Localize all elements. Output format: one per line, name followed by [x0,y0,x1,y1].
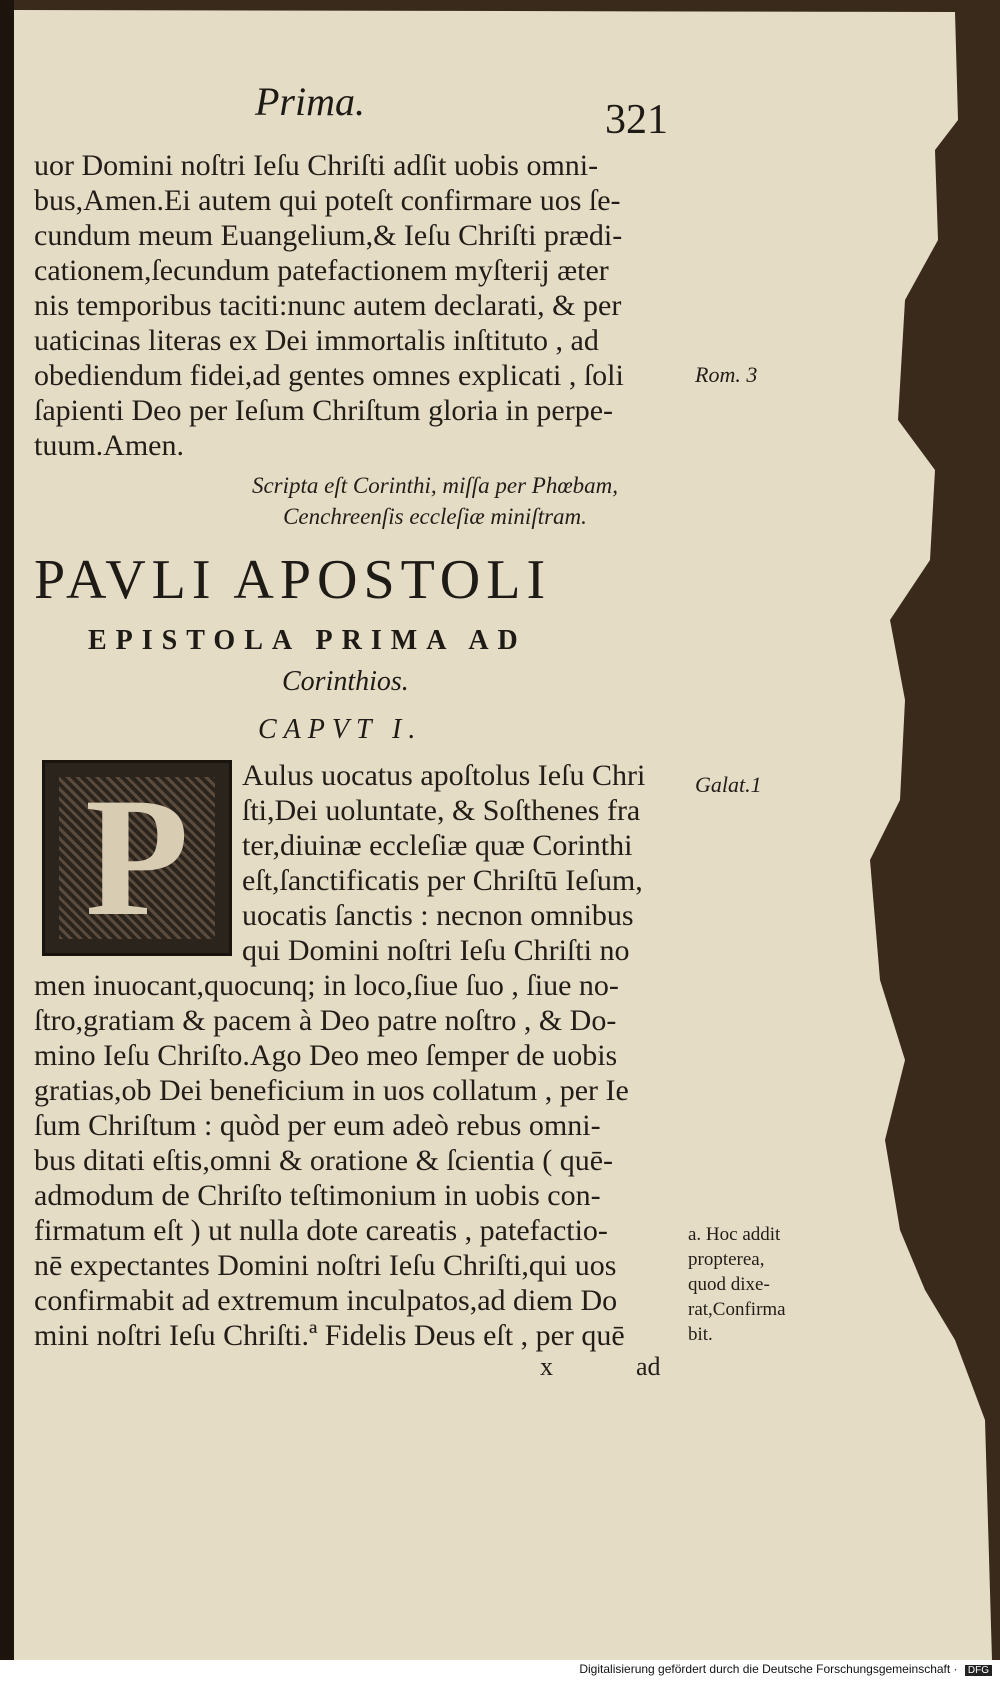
text-line: men inuocant,quocunq; in loco,ſiue ſuo , ſiue no- [34,969,619,1002]
text-line: ter,diuinæ eccleſiæ quæ Corinthi [242,829,633,862]
text-line: uocatis ſanctis : necnon omnibus [242,899,634,932]
initial-letter: P [85,763,189,951]
text-line: nis temporibus taciti:nunc autem declarati, & per [34,289,622,322]
chapter-heading: CAPVT I. [258,714,423,745]
text-line: cundum meum Euangelium,& Ieſu Chriſti prædi- [34,219,623,252]
text-line: uor Domini noſtri Ieſu Chriſti adſit uobis omni- [34,149,599,182]
epistle-subheading-2: Corinthios. [282,666,409,697]
subscription-line: Cenchreenſis eccleſiæ miniſtram. [283,504,587,529]
footer-credit [579,1662,992,1676]
text-line: mini noſtri Ieſu Chriſti.ª Fidelis Deus eſt , per quē [34,1319,625,1352]
text-block-body [34,968,680,1353]
signature-mark: x [540,1352,553,1381]
text-block-indented [242,758,682,968]
text-line: tuum.Amen. [34,429,184,462]
text-line: gratias,ob Dei beneficium in uos collatum , per Ie [34,1074,629,1107]
margin-note-rom: Rom. 3 [695,362,758,387]
text-block-top [34,148,680,463]
text-line: uaticinas literas ex Dei immortalis inſtituto , ad [34,324,599,357]
margin-note-galat: Galat.1 [695,772,762,797]
catchword: ad [636,1352,661,1381]
text-line: nē expectantes Domini noſtri Ieſu Chriſti,qui uos [34,1249,617,1282]
page-number: 321 [605,97,668,143]
text-line: ſapienti Deo per Ieſum Chriſtum gloria in perpe- [34,394,613,427]
footer-credit-text: Digitalisierung gefördert durch die Deutsche Forschungsgemeinschaft · [579,1662,958,1676]
subscription [225,470,645,532]
text-line: ſtro,gratiam & pacem à Deo patre noſtro , & Do- [34,1004,617,1037]
text-line: ſum Chriſtum : quòd per eum adeò rebus omni- [34,1109,601,1142]
text-line: bus ditati eſtis,omni & oratione & ſcientia ( quē- [34,1144,614,1177]
margin-note-line: bit. [688,1324,713,1345]
text-line: qui Domini noſtri Ieſu Chriſti no [242,934,630,967]
epistle-subheading: EPISTOLA PRIMA AD [88,625,527,656]
running-head: Prima. [255,79,365,124]
margin-note-line: a. Hoc addit [688,1224,781,1245]
margin-note-a [688,1222,838,1347]
text-line: ſti,Dei uoluntate, & Soſthenes fra [242,794,641,827]
subscription-line: Scripta eſt Corinthi, miſſa per Phœbam, [251,473,619,498]
margin-note-line: rat,Confirma [688,1299,786,1320]
ornamental-initial [42,760,232,956]
footer-bar [0,1660,1000,1684]
text-line: obediendum fidei,ad gentes omnes explicati , ſoli [34,359,624,392]
text-line: cationem,ſecundum patefactionem myſterij æter [34,254,609,287]
text-line: confirmabit ad extremum inculpatos,ad diem Do [34,1284,618,1317]
text-line: mino Ieſu Chriſto.Ago Deo meo ſemper de uobis [34,1039,618,1072]
text-line: bus,Amen.Ei autem qui poteſt confirmare uos ſe- [34,184,621,217]
text-line: Aulus uocatus apoſtolus Ieſu Chri [242,759,646,792]
text-line: eſt,ſanctificatis per Chriſtū Ieſum, [242,864,643,897]
epistle-heading: PAVLI APOSTOLI [34,549,552,611]
dfg-logo: DFG [965,1665,992,1676]
text-line: firmatum eſt ) ut nulla dote careatis , patefactio- [34,1214,608,1247]
margin-note-line: propterea, [688,1249,765,1270]
text-line: admodum de Chriſto teſtimonium in uobis con- [34,1179,601,1212]
margin-note-line: quod dixe- [688,1274,770,1295]
